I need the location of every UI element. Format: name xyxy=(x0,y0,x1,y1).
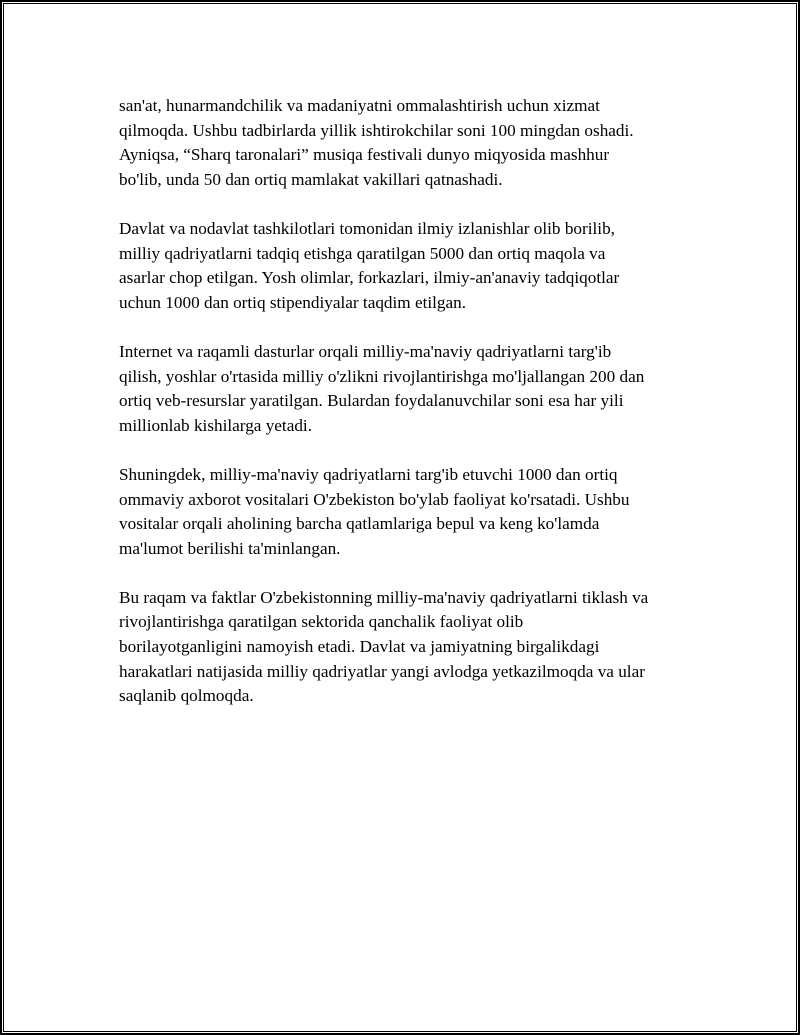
text-line: vositalar orqali aholining barcha qatlamlariga bepul va keng ko'lamda xyxy=(119,514,600,534)
text-line: Davlat va nodavlat tashkilotlari tomonidan ilmiy izlanishlar olib borilib, xyxy=(119,218,615,238)
text-line: san'at, hunarmandchilik va madaniyatni ommalashtirish uchun xizmat xyxy=(119,96,600,115)
paragraph-conclusion xyxy=(119,586,709,709)
text-line: milliy qadriyatlarni tadqiq etishga qaratilgan 5000 dan ortiq maqola va xyxy=(119,243,606,263)
paragraph-festivals xyxy=(119,94,709,192)
text-line: borilayotganligini namoyish etadi. Davlat va jamiyatning birgalikdagi xyxy=(119,637,600,657)
text-line: Bu raqam va faktlar O'zbekistonning milliy-ma'naviy qadriyatlarni tiklash va xyxy=(119,587,649,607)
text-line: Shuningdek, milliy-ma'naviy qadriyatlarni targ'ib etuvchi 1000 dan ortiq xyxy=(119,464,618,484)
text-line: saqlanib qolmoqda. xyxy=(119,686,254,706)
paragraph-internet xyxy=(119,340,709,438)
text-line: qilmoqda. Ushbu tadbirlarda yillik ishtirokchilar soni 100 mingdan oshadi. xyxy=(119,120,634,140)
text-line: Ayniqsa, “Sharq taronalari” musiqa festivali dunyo miqyosida mashhur xyxy=(119,145,610,165)
text-line: Internet va raqamli dasturlar orqali milliy-ma'naviy qadriyatlarni targ'ib xyxy=(119,341,612,361)
text-line: bo'lib, unda 50 dan ortiq mamlakat vakillari qatnashadi. xyxy=(119,169,503,189)
paragraph-media xyxy=(119,463,709,561)
document-body xyxy=(119,94,709,733)
text-line: millionlab kishilarga yetadi. xyxy=(119,415,313,435)
text-line: ommaviy axborot vositalari O'zbekiston bo'ylab faoliyat ko'rsatadi. Ushbu xyxy=(119,489,630,509)
text-line: rivojlantirishga qaratilgan sektorida qanchalik faoliyat olib xyxy=(119,612,524,632)
text-line: ortiq veb-resurslar yaratilgan. Bulardan foydalanuvchilar soni esa har yili xyxy=(119,391,624,411)
text-line: asarlar chop etilgan. Yosh olimlar, forkazlari, ilmiy-an'anaviy tadqiqotlar xyxy=(119,268,620,288)
text-line: ma'lumot berilishi ta'minlangan. xyxy=(119,538,341,558)
text-line: qilish, yoshlar o'rtasida milliy o'zlikni rivojlantirishga mo'ljallangan 200 dan xyxy=(119,366,645,386)
text-line: harakatlari natijasida milliy qadriyatlar yangi avlodga yetkazilmoqda va ular xyxy=(119,661,645,681)
paragraph-research xyxy=(119,217,709,315)
text-line: uchun 1000 dan ortiq stipendiyalar taqdim etilgan. xyxy=(119,292,467,312)
